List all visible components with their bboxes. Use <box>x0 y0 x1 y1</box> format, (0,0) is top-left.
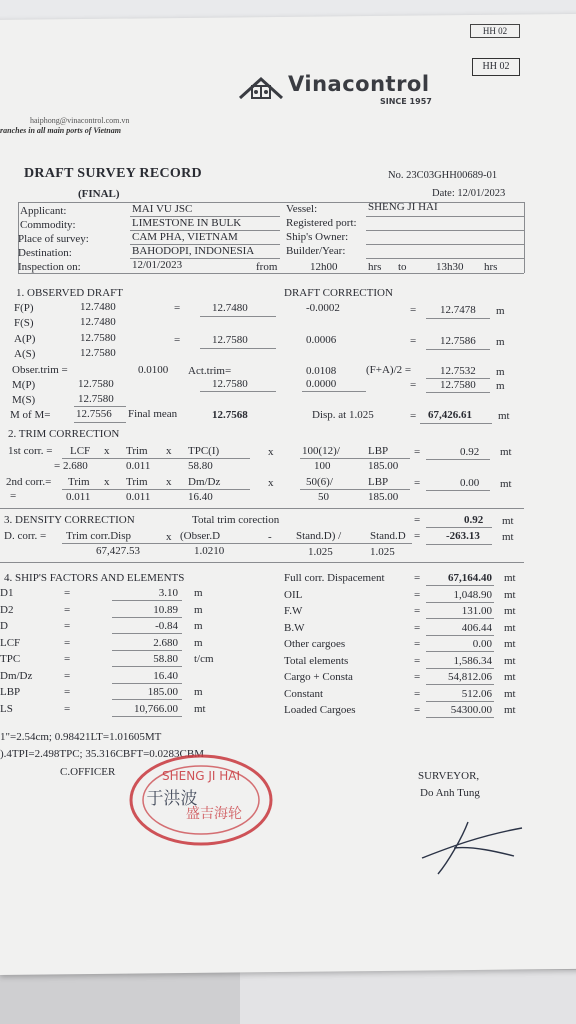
conversion-note-1: 1"=2.54cm; 0.98421LT=1.01605MT <box>0 731 162 743</box>
value-underline <box>426 602 494 603</box>
density-obser-value: 1.0210 <box>194 545 225 557</box>
unit-mt: mt <box>500 478 512 490</box>
element-value: 54,812.06 <box>448 671 492 683</box>
element-value: 406.44 <box>461 621 492 634</box>
times-sign: x <box>166 531 172 543</box>
element-label: B.W <box>284 621 305 634</box>
element-value: 1,048.90 <box>453 588 492 601</box>
element-label: Other cargoes <box>284 638 346 650</box>
value-underline <box>426 717 494 718</box>
first-correction-result: 0.92 <box>460 446 480 458</box>
density-stand2-value: 1.025 <box>370 546 395 558</box>
value-underline <box>426 635 494 636</box>
density-correction-result: -263.13 <box>446 530 480 542</box>
element-unit: mt <box>504 687 516 700</box>
value-underline <box>426 544 492 545</box>
as-label: A(S) <box>14 348 36 360</box>
factor-label: D2 <box>0 603 14 616</box>
surveyor-title: SURVEYOR, <box>418 770 480 782</box>
value-underline <box>426 651 494 652</box>
conversion-note-2: ).4TPI=2.498TPC; 35.316CBFT=0.0283CBM <box>0 748 205 760</box>
unit-m: m <box>496 305 505 317</box>
unit-mt: mt <box>502 515 514 527</box>
element-label: Constant <box>284 687 324 700</box>
equals-sign: = <box>174 334 181 346</box>
displacement-label: Disp. at 1.025 <box>312 409 374 421</box>
equals-sign: = <box>64 669 71 682</box>
section-divider <box>0 562 524 563</box>
value-underline <box>420 423 492 424</box>
factor-value: 3.10 <box>158 587 178 599</box>
place-value: CAM PHA, VIETNAM <box>132 231 238 243</box>
dm-dz-label: Dm/Dz <box>188 476 221 488</box>
first-correction-hundred: 100 <box>314 460 331 472</box>
unit-mt: mt <box>502 531 514 543</box>
chief-officer-signature: 于洪波 <box>146 789 198 809</box>
ms-value: 12.7580 <box>78 393 114 405</box>
observed-draft-heading: 1. OBSERVED DRAFT <box>16 287 123 299</box>
element-label: Cargo + Consta <box>284 671 353 683</box>
value-underline <box>426 701 494 702</box>
element-unit: mt <box>504 588 516 601</box>
stand-d2-label: Stand.D <box>370 530 406 542</box>
element-unit: mt <box>504 605 516 617</box>
value-underline <box>426 459 490 460</box>
element-value: 131.00 <box>461 605 492 617</box>
surveyor-signature-icon <box>418 818 528 878</box>
second-correction-lbp: 185.00 <box>368 491 399 503</box>
element-label: OIL <box>284 588 303 601</box>
minus-sign: - <box>268 531 272 543</box>
info-rule <box>366 258 524 259</box>
trim-label: Trim <box>126 476 148 488</box>
value-underline <box>200 316 276 317</box>
fp-value: 12.7480 <box>80 301 116 313</box>
hrs-label: hrs <box>368 261 382 273</box>
value-underline <box>426 585 494 586</box>
section-divider <box>0 508 524 509</box>
equals-sign: = <box>414 605 421 617</box>
value-underline <box>426 392 490 393</box>
equals-sign: = <box>414 654 421 667</box>
mp-label: M(P) <box>12 379 36 391</box>
element-label: Full corr. Dispacement <box>284 572 385 584</box>
second-correction-label: 2nd corr.= <box>6 476 52 488</box>
applicant-label: Applicant: <box>20 205 67 217</box>
applicant-value: MAI VU JSC <box>132 203 193 215</box>
second-correction-fifty: 50 <box>318 491 329 503</box>
equals-sign: = <box>410 410 417 422</box>
ap-value: 12.7580 <box>80 332 116 344</box>
value-underline <box>74 422 126 423</box>
commodity-label: Commodity: <box>20 219 76 231</box>
second-correction-dmdz: 16.40 <box>188 491 213 503</box>
obser-d-label: (Obser.D <box>180 530 221 542</box>
value-underline <box>426 618 494 619</box>
value-underline <box>426 318 490 319</box>
factor-unit: m <box>194 620 203 632</box>
equals-sign: = <box>64 603 71 616</box>
hrs-label: hrs <box>484 261 498 273</box>
equals-sign: = <box>64 653 71 665</box>
equals-sign: = <box>64 702 71 715</box>
value-underline <box>112 666 182 667</box>
chief-officer-label: C.OFFICER <box>60 766 116 778</box>
element-label: Total elements <box>284 654 349 667</box>
factor-unit: m <box>194 587 203 599</box>
as-value: 12.7580 <box>80 347 116 359</box>
value-underline <box>200 348 276 349</box>
factor-unit: m <box>194 603 203 616</box>
first-correction-lbp: 185.00 <box>368 460 399 472</box>
fifty-6-label: 50(6)/ <box>306 476 333 488</box>
actual-trim-label: Act.trim= <box>188 365 232 377</box>
value-underline <box>112 683 182 684</box>
equals-sign: = <box>414 687 421 700</box>
density-correction-heading: 3. DENSITY CORRECTION <box>4 514 135 526</box>
equals-sign: = <box>414 514 421 526</box>
equals-sign: = <box>414 671 421 683</box>
fraction-line <box>300 489 410 490</box>
surveyor-name: Do Anh Tung <box>420 787 480 799</box>
observed-trim: 0.0100 <box>138 364 169 376</box>
fraction-line <box>62 489 250 490</box>
lbp-label: LBP <box>368 445 389 457</box>
factor-value: 16.40 <box>153 669 178 682</box>
final-mean-label: Final mean <box>128 408 178 420</box>
factor-value: -0.84 <box>155 620 178 632</box>
element-unit: mt <box>504 572 516 584</box>
document-subtitle: (FINAL) <box>78 188 120 200</box>
factor-unit: mt <box>194 702 206 715</box>
forward-corrected: 12.7478 <box>440 304 476 316</box>
tpc-label: TPC(I) <box>188 445 220 457</box>
factor-label: TPC <box>0 653 21 665</box>
times-sign: x <box>166 445 172 457</box>
ship-stamp <box>128 752 274 848</box>
factor-label: D1 <box>0 587 14 599</box>
factor-value: 10,766.00 <box>134 702 178 715</box>
trim-corr-disp-label: Trim corr.Disp <box>66 530 131 542</box>
ms-label: M(S) <box>12 394 36 406</box>
fs-label: F(S) <box>14 317 34 329</box>
equals-sign: = <box>64 587 71 599</box>
info-rule <box>366 216 524 217</box>
factor-label: LBP <box>0 686 21 698</box>
value-underline <box>112 617 182 618</box>
element-value: 1,586.34 <box>453 654 492 667</box>
aft-mean: 12.7580 <box>212 334 248 346</box>
mp-value: 12.7580 <box>78 378 114 390</box>
element-unit: mt <box>504 654 516 667</box>
document-number: No. 23C03GHH00689-01 <box>388 170 498 181</box>
aft-correction: 0.0006 <box>306 334 337 346</box>
fs-value: 12.7480 <box>80 316 116 328</box>
second-correction-trim2: 0.011 <box>126 491 151 503</box>
midship-mean: 12.7580 <box>212 378 248 390</box>
equals-sign: = <box>414 704 421 716</box>
times-sign: x <box>268 446 274 458</box>
element-unit: mt <box>504 638 516 650</box>
value-underline <box>112 600 182 601</box>
info-rule <box>366 230 524 231</box>
actual-trim: 0.0108 <box>306 365 337 377</box>
tab-tag: HH 02 <box>470 24 520 38</box>
builder-year-label: Builder/Year: <box>286 245 346 257</box>
info-table-top-border <box>18 202 524 203</box>
factor-value: 10.89 <box>153 603 178 616</box>
midship-correction: 0.0000 <box>306 378 337 390</box>
factor-label: D <box>0 620 8 632</box>
equals-sign: = <box>64 636 71 649</box>
hundred-12-label: 100(12)/ <box>302 445 340 457</box>
first-correction-lcf: = 2.680 <box>54 460 88 472</box>
equals-sign: = <box>414 588 421 601</box>
first-correction-trim: 0.011 <box>126 460 151 472</box>
value-underline <box>426 668 494 669</box>
total-trim-label: Total trim corection <box>192 514 280 526</box>
stamp-ship-name: SHENG JI HAI <box>162 769 240 783</box>
observed-trim-label: Obser.trim = <box>12 364 68 376</box>
document-date: Date: 12/01/2023 <box>432 188 506 199</box>
element-label: Loaded Cargoes <box>284 704 356 716</box>
density-disp-value: 67,427.53 <box>96 545 140 557</box>
value-underline <box>112 716 182 717</box>
equals-sign: = <box>410 304 417 316</box>
fraction-line <box>300 458 410 459</box>
factor-label: LCF <box>0 636 21 649</box>
first-correction-label: 1st corr. = <box>8 445 53 457</box>
stamp-chinese-name: 盛吉海轮 <box>186 806 242 822</box>
second-correction-trim: 0.011 <box>66 491 91 503</box>
value-underline <box>112 633 182 634</box>
ships-factors-heading: 4. SHIP'S FACTORS AND ELEMENTS <box>4 572 185 584</box>
unit-m: m <box>496 336 505 348</box>
factor-label: LS <box>0 702 13 715</box>
equals-sign: = <box>64 686 71 698</box>
times-sign: x <box>104 445 110 457</box>
info-table-bottom-border <box>18 273 524 274</box>
value-underline <box>426 527 492 528</box>
form-code-box: HH 02 <box>472 58 520 76</box>
element-value: 54300.00 <box>450 704 492 716</box>
equals-sign: = <box>10 490 17 502</box>
vinacontrol-logo-icon <box>238 76 284 102</box>
vessel-label: Vessel: <box>286 203 318 215</box>
inspection-label: Inspection on: <box>18 261 81 273</box>
times-sign: x <box>268 477 274 489</box>
equals-sign: = <box>64 620 71 632</box>
value-underline <box>426 684 494 685</box>
equals-sign: = <box>414 446 421 458</box>
stand-d-label: Stand.D) / <box>296 530 342 542</box>
mean-of-means: 12.7556 <box>76 408 112 420</box>
element-unit: mt <box>504 704 516 716</box>
to-label: to <box>398 261 407 273</box>
final-mean: 12.7568 <box>212 409 248 421</box>
density-stand-value: 1.025 <box>308 546 333 558</box>
trim-label: Trim <box>126 445 148 457</box>
factor-value: 2.680 <box>153 636 178 649</box>
draft-correction-heading: DRAFT CORRECTION <box>284 287 393 299</box>
info-table-right-border <box>524 202 525 273</box>
total-trim-value: 0.92 <box>464 514 484 526</box>
company-branches: ranches in all main ports of Vietnam <box>0 126 121 135</box>
equals-sign: = <box>414 572 421 584</box>
equals-sign: = <box>414 621 421 634</box>
trim-correction-heading: 2. TRIM CORRECTION <box>8 428 120 440</box>
value-underline <box>112 699 182 700</box>
times-sign: x <box>166 476 172 488</box>
equals-sign: = <box>410 379 417 391</box>
destination-label: Destination: <box>18 247 72 259</box>
factor-value: 185.00 <box>147 686 178 698</box>
vessel-value: SHENG JI HAI <box>368 201 438 213</box>
from-label: from <box>256 261 278 273</box>
equals-sign: = <box>174 302 181 314</box>
value-underline <box>302 391 366 392</box>
mean-of-means-label: M of M= <box>10 409 51 421</box>
to-time: 13h30 <box>436 261 464 273</box>
equals-sign: = <box>410 335 417 347</box>
place-label: Place of survey: <box>18 233 89 245</box>
forward-mean: 12.7480 <box>212 302 248 314</box>
element-unit: mt <box>504 671 516 683</box>
equals-sign: = <box>414 638 421 650</box>
unit-m: m <box>496 366 505 378</box>
element-unit: mt <box>504 621 516 634</box>
element-value: 67,164.40 <box>448 572 492 584</box>
company-since: SINCE 1957 <box>380 97 432 106</box>
from-time: 12h00 <box>310 261 338 273</box>
element-label: F.W <box>284 605 303 617</box>
aft-corrected: 12.7586 <box>440 335 476 347</box>
unit-mt: mt <box>498 410 510 422</box>
equals-sign: = <box>414 477 421 489</box>
first-correction-tpc: 58.80 <box>188 460 213 472</box>
value-underline <box>426 490 490 491</box>
density-correction-label: D. corr. = <box>4 530 47 542</box>
lbp-label: LBP <box>368 476 389 488</box>
company-email: haiphong@vinacontrol.com.vn <box>30 116 130 125</box>
unit-mt: mt <box>500 446 512 458</box>
ap-label: A(P) <box>14 333 36 345</box>
second-correction-result: 0.00 <box>460 477 480 489</box>
fraction-line <box>62 543 412 544</box>
times-sign: x <box>104 476 110 488</box>
equals-sign: = <box>414 530 421 542</box>
element-value: 0.00 <box>472 638 492 650</box>
value-overline <box>74 406 126 407</box>
fraction-line <box>62 458 250 459</box>
trim-label: Trim <box>68 476 90 488</box>
midship-corrected: 12.7580 <box>440 379 476 391</box>
commodity-value: LIMESTONE IN BULK <box>132 217 242 229</box>
inspection-date: 12/01/2023 <box>132 259 183 271</box>
value-underline <box>112 650 182 651</box>
registered-port-label: Registered port: <box>286 217 357 229</box>
fa2-value: 12.7532 <box>440 365 476 377</box>
value-underline <box>200 391 276 392</box>
company-name: Vinacontrol <box>288 72 430 96</box>
factor-unit: m <box>194 636 203 649</box>
displacement-value: 67,426.61 <box>428 409 472 421</box>
unit-m: m <box>496 380 505 392</box>
factor-value: 58.80 <box>153 653 178 665</box>
destination-value: BAHODOPI, INDONESIA <box>132 245 255 257</box>
factor-unit: t/cm <box>194 653 214 665</box>
lcf-label: LCF <box>70 445 91 457</box>
fa2-label: (F+A)/2 = <box>366 364 412 376</box>
info-rule <box>366 244 524 245</box>
element-value: 512.06 <box>461 687 492 700</box>
fp-label: F(P) <box>14 302 34 314</box>
forward-correction: -0.0002 <box>306 302 340 314</box>
factor-unit: m <box>194 686 203 698</box>
ship-owner-label: Ship's Owner: <box>286 231 349 243</box>
value-underline <box>426 349 490 350</box>
document-title: DRAFT SURVEY RECORD <box>24 166 202 181</box>
factor-label: Dm/Dz <box>0 669 33 682</box>
